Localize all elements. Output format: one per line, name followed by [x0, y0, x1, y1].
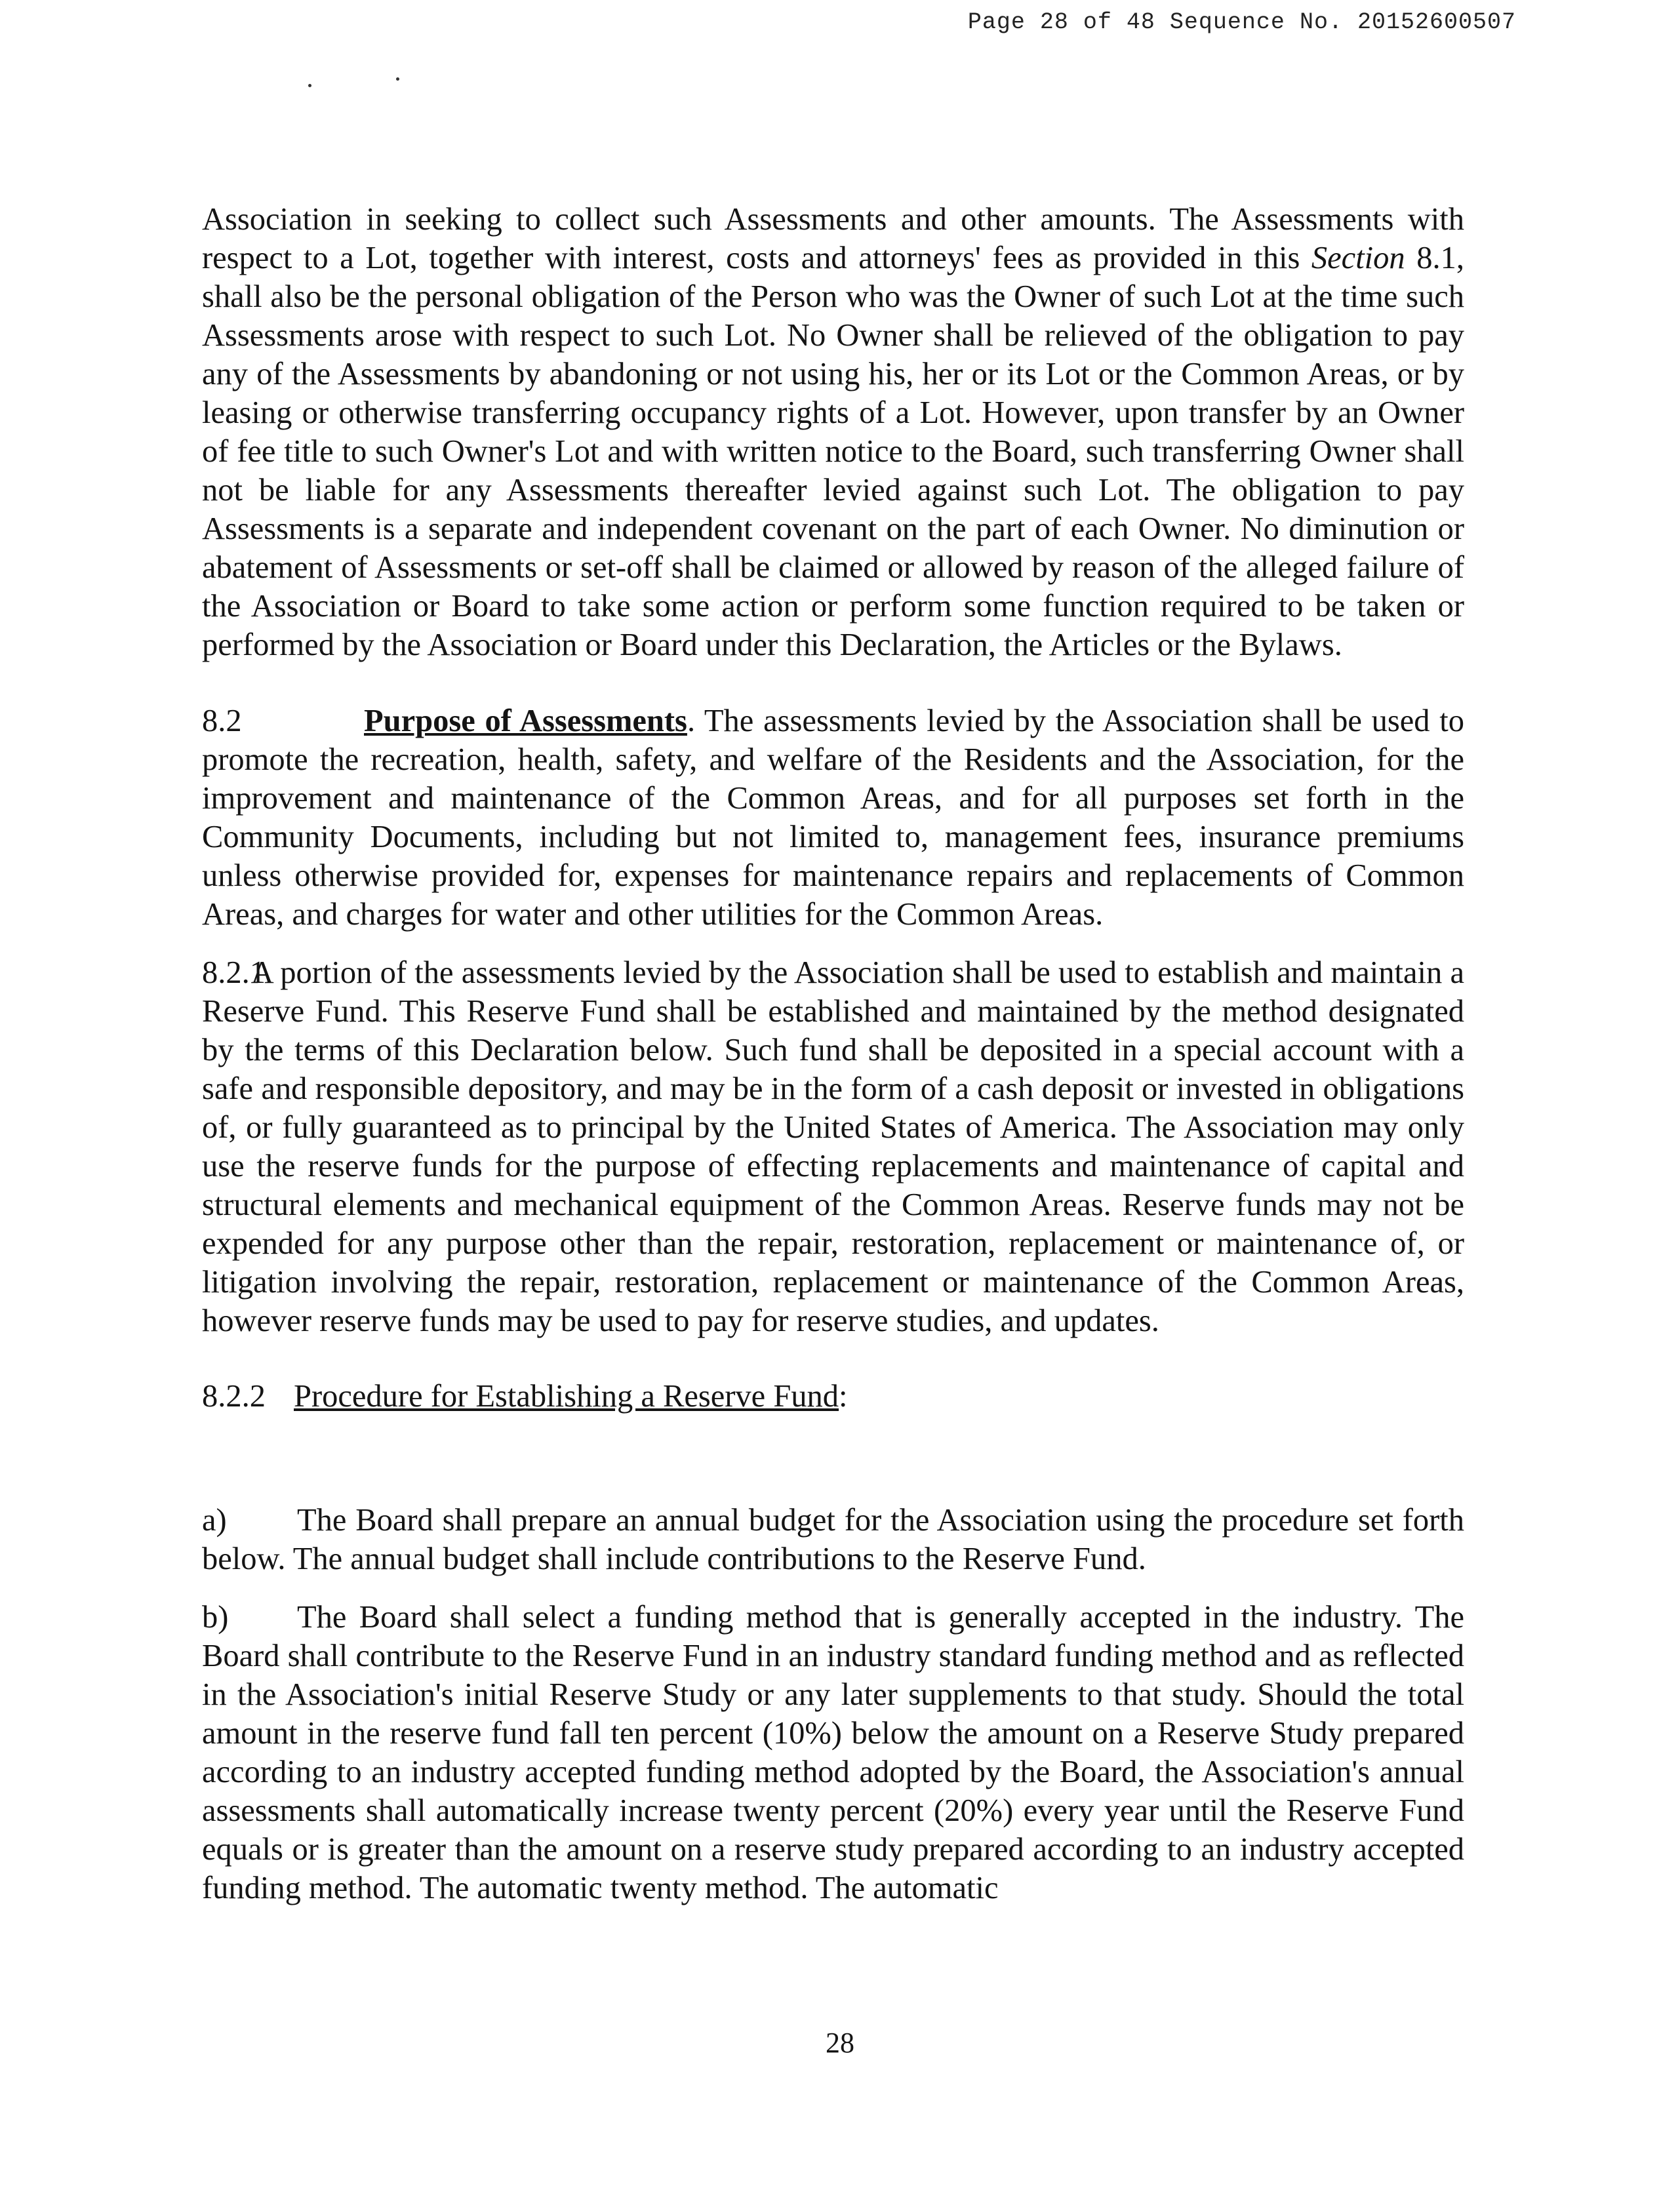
section-8-2: 8.2 Purpose of Assessments. The assessments levied by the Association shall be used to promote the recreation, health, safety, and welfare of the Residents and the Association, for the improvement and maintenance of the Common Areas, and for all purposes set forth in the Community Documents, including but not limited to, management fees, insurance premiums unless otherwise provided for, expenses for maintenance repairs and replacements of Common Areas, and charges for water and other utilities for the Common Areas. — [202, 702, 1464, 934]
paragraph-assessments-obligation: Association in seeking to collect such Assessments and other amounts. The Assessments with respect to a Lot, together with interest, costs and attorneys' fees as provided in this Section 8.1, shall also be the personal obligation of the Person who was the Owner of such Lot at the time such Assessments arose with respect to such Lot. No Owner shall be relieved of the obligation to pay any of the Assessments by abandoning or not using his, her or its Lot or the Common Areas, or by leasing or otherwise transferring occupancy rights of a Lot. However, upon transfer by an Owner of fee title to such Owner's Lot and with written notice to the Board, such transferring Owner shall not be liable for any Assessments thereafter levied against such Lot. The obligation to pay Assessments is a separate and independent covenant on the part of each Owner. No diminution or abatement of Assessments or set-off shall be claimed or allowed by reason of the alleged failure of the Association or Board to take some action or perform some function required to be taken or performed by the Association or Board under this Declaration, the Articles or the Bylaws. — [202, 202, 1464, 662]
list-label: b) — [202, 1600, 229, 1635]
section-reference: Section — [1311, 241, 1405, 275]
list-item-a: a) The Board shall prepare an annual budget for the Association using the procedure set forth below. The annual budget shall include contributions to the Reserve Fund. — [202, 1501, 1464, 1578]
section-8-2-1: 8.2.1 A portion of the assessments levied by the Association shall be used to establish and maintain a Reserve Fund. This Reserve Fund shall be established and maintained by the method designated by the terms of this Declaration below. Such fund shall be deposited in a special account with a safe and responsible depository, and may be in the form of a cash deposit or invested in obligations of, or fully guaranteed as to principal by the United States of America. The Association may only use the reserve funds for the purpose of effecting replacements and maintenance of capital and structural elements and mechanical equipment of the Common Areas. Reserve funds may not be expended for any purpose other than the repair, restoration, replacement or maintenance of, or litigation involving the repair, restoration, replacement or maintenance of the Common Areas, however reserve funds may be used to pay for reserve studies, and updates. — [202, 953, 1464, 1340]
list-item-b: b) The Board shall select a funding method that is generally accepted in the industry. The Board shall contribute to the Reserve Fund in an industry standard funding method and as reflected in the Association's initial Reserve Study or any later supplements to that study. Should the total amount in the reserve fund fall ten percent (10%) below the amount on a Reserve Study prepared according to an industry accepted funding method adopted by the Board, the Association's annual assessments shall automatically increase twenty percent (20%) every year until the Reserve Fund equals or is greater than the amount on a reserve study prepared according to an industry accepted funding method. The automatic twenty method. The automatic — [202, 1598, 1464, 1907]
page-number: 28 — [826, 2027, 854, 2059]
section-number: 8.2.2 — [202, 1379, 266, 1414]
section-8-2-2: 8.2.2 Procedure for Establishing a Reserve Fund: — [202, 1377, 1464, 1416]
section-heading: Purpose of Assessments — [364, 704, 687, 738]
page-sequence-header: Page 28 of 48 Sequence No. 20152600507 — [967, 9, 1516, 35]
list-label: a) — [202, 1503, 227, 1538]
document-page — [202, 200, 1464, 1907]
section-number: 8.2.1 — [202, 955, 266, 990]
section-number: 8.2 — [202, 704, 242, 738]
section-heading: Procedure for Establishing a Reserve Fund — [294, 1379, 839, 1414]
